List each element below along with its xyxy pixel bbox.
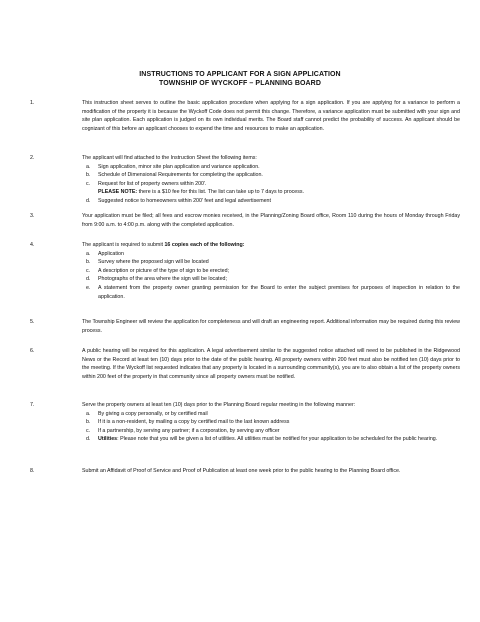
sub-item bbox=[86, 410, 460, 419]
sub-item-text: Survey where the proposed sign will be located bbox=[98, 259, 209, 266]
item-number: 3. bbox=[30, 213, 35, 219]
sub-item-letter: b. bbox=[86, 172, 91, 179]
please-note bbox=[98, 188, 460, 197]
item-number: 4. bbox=[30, 242, 35, 248]
item-number: 6. bbox=[30, 348, 35, 354]
please-note-text: there is a $10 fee for this list. The list can take up to 7 days to process. bbox=[137, 189, 304, 196]
sub-item-text bbox=[98, 435, 460, 444]
document-title: INSTRUCTIONS TO APPLICANT FOR A SIGN APPLICATION bbox=[139, 71, 341, 78]
item-text: This instruction sheet serves to outline the basic application procedure when applying for a sign application. If you are applying for a variance to perform a modification of the property it is because the Wyckoff Code does not permit this change. Therefore, a variance application must be submitted with your sign and site plan application. Each application is judged on its own individual merits. The Board staff cannot predict the probability of success. An applicant should be cognizant of this before an applicant chooses to expend the time and resources to make an application. bbox=[82, 100, 460, 132]
sub-item bbox=[86, 418, 460, 427]
instruction-item-6 bbox=[30, 347, 460, 381]
item-text: Submit an Affidavit of Proof of Service and Proof of Publication at least one week prior to the public hearing to the Planning Board office. bbox=[82, 468, 401, 474]
sub-item-text: Schedule of Dimensional Requirements for completing the application. bbox=[98, 172, 263, 179]
sub-item-letter: d. bbox=[86, 197, 91, 204]
sub-item-letter: c. bbox=[86, 427, 91, 434]
instruction-item-5 bbox=[30, 318, 460, 335]
sub-item bbox=[86, 163, 460, 172]
item-text-lead: The applicant is required to submit bbox=[82, 242, 165, 248]
utilities-label: Utilities bbox=[98, 436, 118, 443]
item-number: 2. bbox=[30, 155, 35, 161]
item-text: A public hearing will be required for this application. A legal advertisement similar to the suggested notice attached will need to be published in the Ridgewood News or the Record at least ten (10) days prior to the date of the public hearing. All property owners within 200 feet must also be notified ten (10) days prior to the meeting. If the Wyckoff list requested indicates that any property is located in a surrounding community(s), you are to also obtain a list of the property owners within 200 feet of the property in that community since all property owners must be notified. bbox=[82, 348, 460, 380]
sub-item-letter: c. bbox=[86, 180, 91, 187]
sub-item bbox=[86, 171, 460, 180]
item-number: 5. bbox=[30, 319, 35, 325]
utilities-text: : Please note that you will be given a list of utilities. All utilities must be notified for your application to be scheduled for the public hearing. bbox=[117, 436, 438, 443]
sub-item-text: Photographs of the area where the sign will be located; bbox=[98, 276, 227, 283]
sub-item-text: Sign application, minor site plan application and variance application. bbox=[98, 163, 260, 170]
sub-item-text: Request for list of property owners within 200'. bbox=[98, 180, 207, 187]
instruction-item-1 bbox=[30, 99, 460, 133]
sub-item-text: A description or picture of the type of sign to be erected; bbox=[98, 267, 230, 274]
item-text bbox=[82, 241, 460, 250]
sub-item bbox=[86, 180, 460, 189]
item-text-emphasis: 16 copies each of the following: bbox=[164, 242, 245, 248]
item-text: The Township Engineer will review the application for completeness and will draft an engineering report. Additional information may be required during this review process. bbox=[82, 319, 460, 334]
sub-item-letter: a. bbox=[86, 410, 91, 417]
item-number: 1. bbox=[30, 100, 35, 106]
sub-item-letter: b. bbox=[86, 419, 91, 426]
sub-item-text: By giving a copy personally, or by certified mail bbox=[98, 410, 208, 417]
sub-item bbox=[86, 258, 460, 267]
instruction-item-3 bbox=[30, 212, 460, 229]
instruction-item-7 bbox=[30, 401, 460, 444]
item-number: 7. bbox=[30, 402, 35, 408]
please-note-label: PLEASE NOTE: bbox=[98, 189, 138, 196]
sub-item-letter: b. bbox=[86, 259, 91, 266]
sub-item-letter: e. bbox=[86, 284, 91, 291]
item-text: Your application must be filed; all fees and escrow monies received, in the Planning/Zoning Board office, Room 110 during the hours of Monday through Friday from 9:00 a.m. to 4:00 p.m. along with the completed application. bbox=[82, 213, 460, 228]
item-number: 8. bbox=[30, 468, 35, 474]
sub-item bbox=[86, 197, 460, 206]
sub-item-text: Application bbox=[98, 250, 124, 257]
sub-item-letter: c. bbox=[86, 267, 91, 274]
item-text: The applicant will find attached to the Instruction Sheet the following items: bbox=[82, 155, 257, 161]
sub-item-text: If it is a non-resident, by mailing a copy by certified mail to the last known address bbox=[98, 419, 290, 426]
item-text: Serve the property owners at least ten (10) days prior to the Planning Board regular meeting in the following manner: bbox=[82, 402, 356, 408]
sub-item bbox=[86, 275, 460, 284]
sub-item bbox=[86, 267, 460, 276]
sub-item-letter: d. bbox=[86, 276, 91, 283]
document-subtitle: TOWNSHIP OF WYCKOFF – PLANNING BOARD bbox=[158, 80, 321, 87]
sub-item bbox=[86, 250, 460, 259]
sub-item-text: A statement from the property owner granting permission for the Board to enter the subject premises for purposes of inspection in relation to the application. bbox=[98, 284, 460, 300]
sub-item-text: Suggested notice to homeowners within 200' feet and legal advertisement bbox=[98, 197, 271, 204]
instruction-item-2 bbox=[30, 154, 460, 206]
sub-item bbox=[86, 284, 460, 301]
sub-item-letter: a. bbox=[86, 250, 91, 257]
sub-item bbox=[86, 435, 460, 444]
sub-item-letter: a. bbox=[86, 163, 91, 170]
instruction-item-8 bbox=[30, 467, 460, 476]
instruction-item-4 bbox=[30, 241, 460, 301]
sub-item bbox=[86, 427, 460, 436]
sub-item-letter: d. bbox=[86, 436, 91, 443]
sub-item-text: If a partnership, by serving any partner; if a corporation, by serving any officer bbox=[98, 427, 280, 434]
